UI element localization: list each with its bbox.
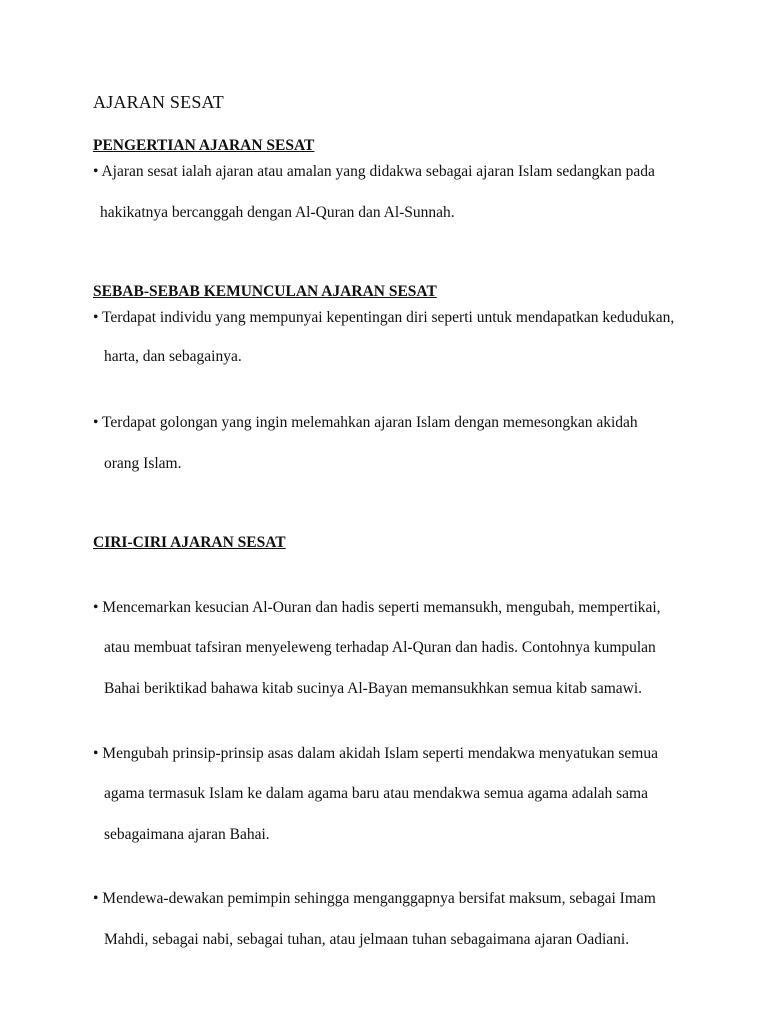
paragraph-line: sebagaimana ajaran Bahai.	[104, 826, 270, 843]
paragraph-line: • Mencemarkan kesucian Al-Ouran dan hadis seperti memansukh, mengubah, mempertikai,	[93, 599, 661, 616]
paragraph-line: orang Islam.	[104, 455, 182, 472]
paragraph-line: atau membuat tafsiran menyeleweng terhadap Al-Quran dan hadis. Contohnya kumpulan	[104, 639, 656, 656]
paragraph-line: • Terdapat individu yang mempunyai kepentingan diri seperti untuk mendapatkan kedudukan,	[93, 309, 675, 326]
paragraph-line: • Mendewa-dewakan pemimpin sehingga menganggapnya bersifat maksum, sebagai Imam	[93, 890, 656, 907]
page-title: AJARAN SESAT	[93, 92, 224, 112]
section-heading-sebab: SEBAB-SEBAB KEMUNCULAN AJARAN SESAT	[93, 283, 437, 300]
paragraph-line: harta, dan sebagainya.	[104, 348, 242, 365]
paragraph-line: agama termasuk Islam ke dalam agama baru atau mendakwa semua agama adalah sama	[104, 785, 648, 802]
paragraph-line: Bahai beriktikad bahawa kitab sucinya Al-Bayan memansukhkan semua kitab samawi.	[104, 680, 643, 697]
section-heading-ciri: CIRI-CIRI AJARAN SESAT	[93, 534, 286, 551]
paragraph-line: Mahdi, sebagai nabi, sebagai tuhan, atau jelmaan tuhan sebagaimana ajaran Oadiani.	[104, 931, 630, 948]
paragraph-line: • Terdapat golongan yang ingin melemahkan ajaran Islam dengan memesongkan akidah	[93, 414, 638, 431]
paragraph-line: • Ajaran sesat ialah ajaran atau amalan yang didakwa sebagai ajaran Islam sedangkan pada	[93, 163, 655, 180]
paragraph-line: hakikatnya bercanggah dengan Al-Quran dan Al-Sunnah.	[100, 204, 455, 221]
section-heading-pengertian: PENGERTIAN AJARAN SESAT	[93, 137, 315, 154]
paragraph-line: • Mengubah prinsip-prinsip asas dalam akidah Islam seperti mendakwa menyatukan semua	[93, 745, 658, 762]
